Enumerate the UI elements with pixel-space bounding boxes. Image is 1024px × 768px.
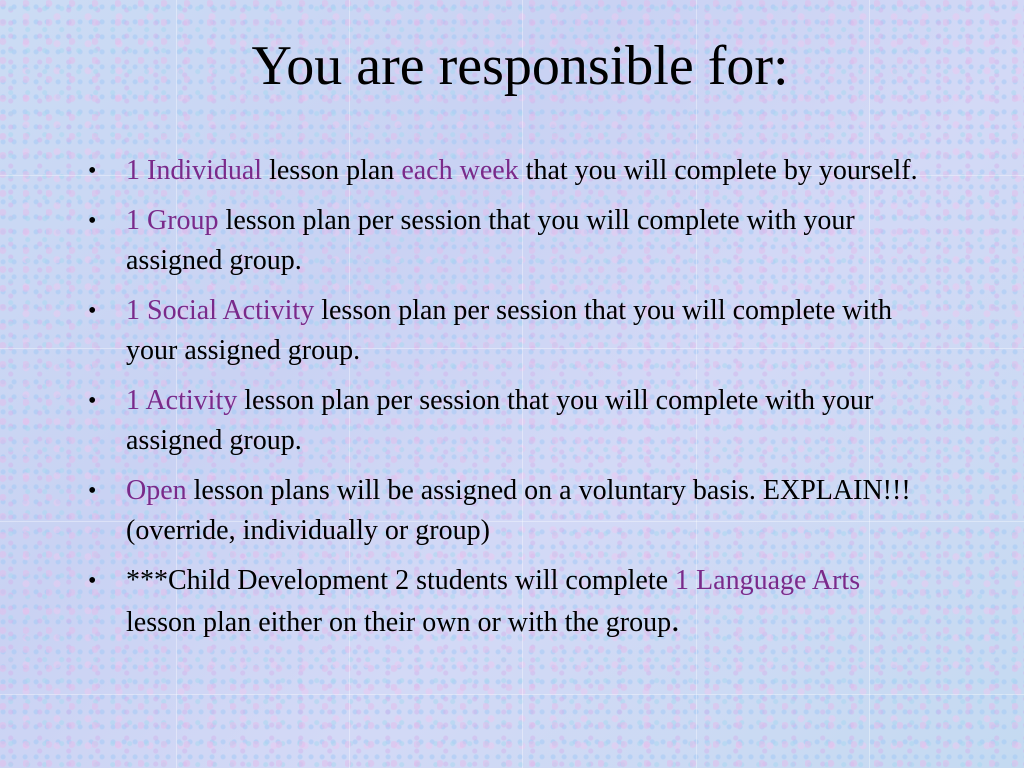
bullet-item-individual <box>0 151 926 191</box>
bullet-dot-icon: • <box>88 478 97 504</box>
highlight-text: 1 Language Arts <box>675 565 861 596</box>
body-text: lesson plan either on their own or with the group <box>126 607 672 638</box>
bullet-dot-icon: • <box>88 208 97 234</box>
bullet-dot-icon: • <box>88 298 97 324</box>
body-text: lesson plan <box>262 155 402 186</box>
bullet-list <box>0 151 1024 653</box>
highlight-text: 1 Group <box>126 205 219 236</box>
highlight-text: 1 Individual <box>126 155 263 186</box>
highlight-text: each week <box>401 155 519 186</box>
highlight-text: 1 Social Activity <box>126 295 315 326</box>
body-text: lesson plan per session that you will complete with your assigned group. <box>126 205 855 276</box>
bullet-item-open <box>0 471 926 551</box>
body-text: lesson plan per session that you will complete with your assigned group. <box>126 295 893 366</box>
slide-title: You are responsible for: <box>251 35 789 97</box>
highlight-text: Open <box>126 475 187 506</box>
bullet-dot-icon: • <box>88 568 97 594</box>
final-period: . <box>671 602 680 639</box>
body-text: that you will complete by yourself. <box>518 155 918 186</box>
bullet-dot-icon: • <box>88 158 97 184</box>
body-text: lesson plans will be assigned on a voluntary basis. EXPLAIN!!! (override, individually or group) <box>126 475 911 546</box>
bullet-item-child-development <box>0 561 926 643</box>
highlight-text: 1 Activity <box>126 385 238 416</box>
body-text: ***Child Development 2 students will complete <box>126 565 676 596</box>
background-tile-line <box>0 694 1024 695</box>
bullet-item-social-activity <box>0 291 926 371</box>
bullet-dot-icon: • <box>88 388 97 414</box>
bullet-item-group <box>0 201 926 281</box>
bullet-item-activity <box>0 381 926 461</box>
body-text: lesson plan per session that you will complete with your assigned group. <box>126 385 874 456</box>
